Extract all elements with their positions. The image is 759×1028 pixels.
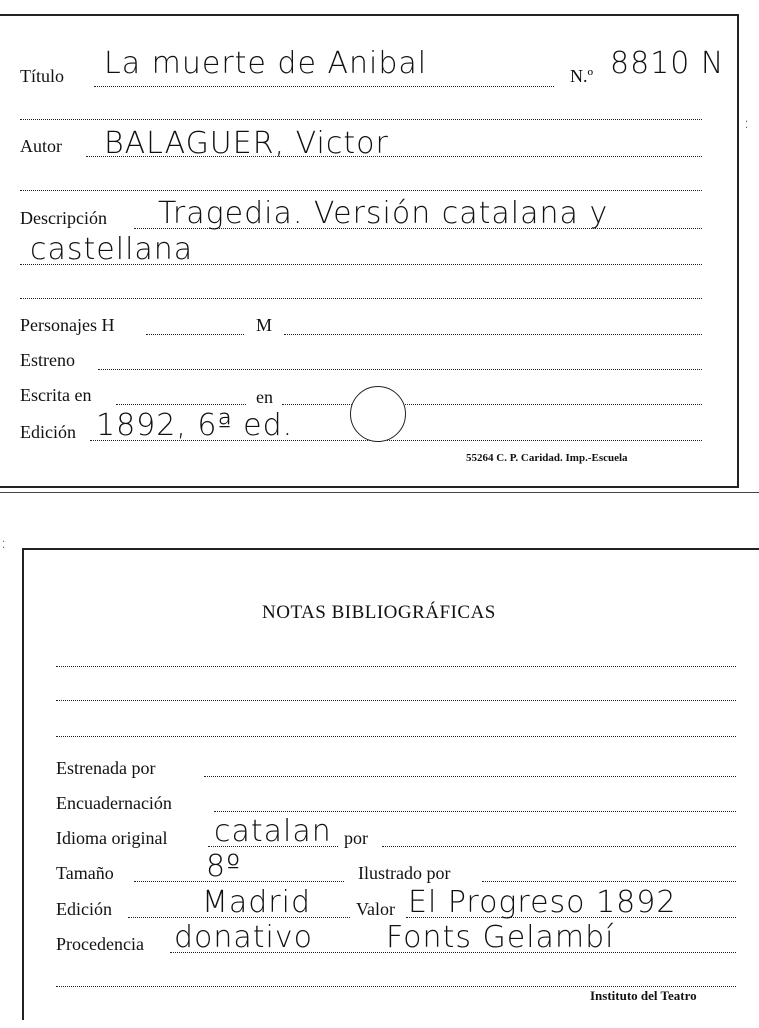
idioma-label: Idioma original bbox=[56, 828, 168, 848]
catalog-card-back bbox=[22, 548, 759, 1020]
numero-value: 8810 N bbox=[610, 46, 725, 81]
printer-imprint: 55264 C. P. Caridad. Imp.-Escuela bbox=[466, 452, 628, 464]
descripcion-line-3 bbox=[20, 298, 702, 299]
titulo-label: Título bbox=[20, 66, 64, 86]
edicion-value: 1892, 6ª ed. bbox=[96, 408, 294, 443]
escrita-en2-label: en bbox=[256, 387, 273, 407]
estrenada-label: Estrenada por bbox=[56, 758, 156, 778]
autor-value: BALAGUER, Victor bbox=[104, 126, 389, 161]
procedencia-extra-line bbox=[56, 986, 736, 987]
personajes-m-label: M bbox=[256, 315, 273, 335]
encuadernacion-label: Encuadernación bbox=[56, 793, 172, 813]
estreno-line bbox=[98, 369, 702, 370]
institution-footer: Instituto del Teatro bbox=[590, 988, 697, 1003]
card-divider bbox=[0, 492, 759, 493]
notas-heading: NOTAS BIBLIOGRÁFICAS bbox=[262, 602, 496, 623]
tamano-label: Tamaño bbox=[56, 863, 114, 883]
titulo-line bbox=[94, 86, 554, 87]
valor-label: Valor bbox=[356, 899, 395, 919]
descripcion-line-2 bbox=[20, 264, 702, 265]
autor-label: Autor bbox=[20, 136, 62, 156]
autor-extra-line bbox=[20, 190, 702, 191]
scan-speck: ⁚ bbox=[745, 120, 749, 131]
titulo-extra-line bbox=[20, 119, 702, 120]
procedencia-label: Procedencia bbox=[56, 934, 144, 954]
edicion-label: Edición bbox=[20, 422, 76, 442]
edicion-back-value: Madrid bbox=[202, 885, 312, 920]
estreno-label: Estreno bbox=[20, 350, 75, 370]
escrita-label: Escrita en bbox=[20, 385, 92, 405]
idioma-por-label: por bbox=[344, 828, 368, 848]
catalog-card-front bbox=[0, 14, 739, 488]
estrenada-line bbox=[204, 776, 736, 777]
encuadernacion-line bbox=[214, 811, 736, 812]
escrita-line bbox=[116, 404, 246, 405]
notas-line-1 bbox=[56, 666, 736, 667]
ilustrado-label: Ilustrado por bbox=[358, 863, 451, 883]
notas-line-3 bbox=[56, 736, 736, 737]
descripcion-value-line2: castellana bbox=[30, 232, 194, 267]
punch-hole bbox=[350, 386, 406, 442]
descripcion-label: Descripción bbox=[20, 208, 107, 228]
idioma-por-line bbox=[382, 846, 736, 847]
personajes-m-line bbox=[284, 334, 702, 335]
titulo-value: La muerte de Anibal bbox=[104, 46, 428, 81]
edicion-back-label: Edición bbox=[56, 899, 112, 919]
personajes-h-line bbox=[146, 334, 244, 335]
idioma-value: catalan bbox=[214, 814, 332, 849]
numero-label: N.º bbox=[570, 66, 594, 86]
personajes-label: Personajes H bbox=[20, 315, 115, 335]
tamano-value: 8º bbox=[206, 849, 242, 884]
ilustrado-line bbox=[482, 881, 736, 882]
procedencia-value-1: donativo bbox=[174, 920, 314, 955]
descripcion-value-line1: Tragedia. Versión catalana y bbox=[158, 196, 609, 231]
scan-speck: ⁚ bbox=[2, 540, 6, 551]
escrita-en2-line bbox=[282, 404, 702, 405]
notas-line-2 bbox=[56, 700, 736, 701]
procedencia-value-2: Fonts Gelambí bbox=[386, 920, 615, 955]
valor-value: El Progreso 1892 bbox=[408, 885, 677, 920]
